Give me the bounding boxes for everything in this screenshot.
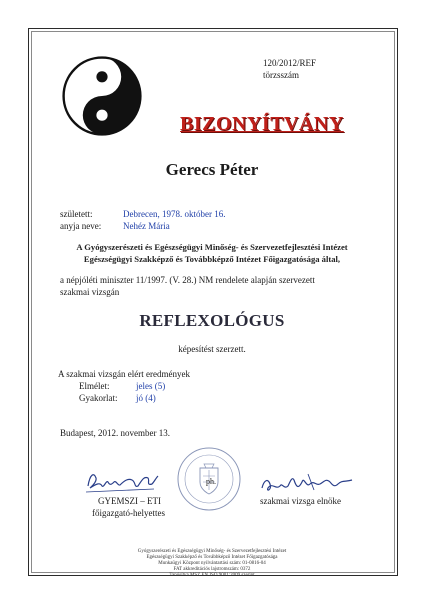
profession-title: REFLEXOLÓGUS	[139, 311, 285, 330]
footer-line-2: Egészségügyi Szakképző és Továbbképző Intézet Főigazgatósága	[146, 555, 278, 560]
right-signer-role: szakmai vizsga elnöke	[260, 496, 341, 506]
reference-label: törzsszám	[263, 70, 299, 80]
practice-label: Gyakorlat:	[79, 393, 118, 403]
holder-name: Gerecs Péter	[165, 160, 259, 179]
footer-line-3: Munkaügyi Központ nyilvántartási szám: 01-0816-04	[158, 561, 266, 566]
left-signer-organization: GYEMSZI – ETI	[98, 496, 161, 506]
footer-line-4: FAT akkreditációs lajstromszám: 0372	[173, 567, 251, 572]
footer-line-1: Gyógyszerészeti és Egészségügyi Minőség- és Szervezetfejlesztési Intézet	[137, 549, 287, 554]
document-title: BIZONYÍTVÁNY	[180, 113, 344, 135]
left-signer-role: főigazgató-helyettes	[92, 508, 165, 518]
left-signature	[84, 466, 162, 496]
born-label: született:	[60, 209, 93, 219]
results-intro: A szakmai vizsgán elért eredmények	[58, 369, 190, 379]
reference-number: 120/2012/REF	[263, 58, 317, 68]
mother-label: anyja neve:	[60, 221, 102, 231]
theory-value: jeles (5)	[136, 381, 166, 391]
decree-line-1: a népjóléti miniszter 11/1997. (V. 28.) NM rendelete alapján szervezett	[60, 275, 315, 285]
qualified-text: képesítést szerzett.	[178, 344, 246, 354]
issue-date: Budapest, 2012. november 13.	[60, 428, 170, 438]
stamp-label: ph.	[206, 477, 216, 486]
theory-label: Elmélet:	[79, 381, 110, 391]
decree-line-2: szakmai vizsgán	[60, 287, 120, 297]
mother-value: Nehéz Mária	[123, 221, 170, 231]
right-signature	[258, 470, 356, 498]
footer-line-5: Tanúsítva MSZ EN ISO 9001:2009 szerint	[169, 573, 255, 578]
practice-value: jó (4)	[136, 393, 156, 403]
yin-yang-icon	[62, 56, 142, 136]
born-value: Debrecen, 1978. október 16.	[123, 209, 226, 219]
institution-line-2: Egészségügyi Szakképző és Továbbképző Intézet Főigazgatósága által,	[83, 254, 341, 264]
institution-line-1: A Gyógyszerészeti és Egészségügyi Minőség- és Szervezetfejlesztési Intézet	[76, 242, 348, 252]
